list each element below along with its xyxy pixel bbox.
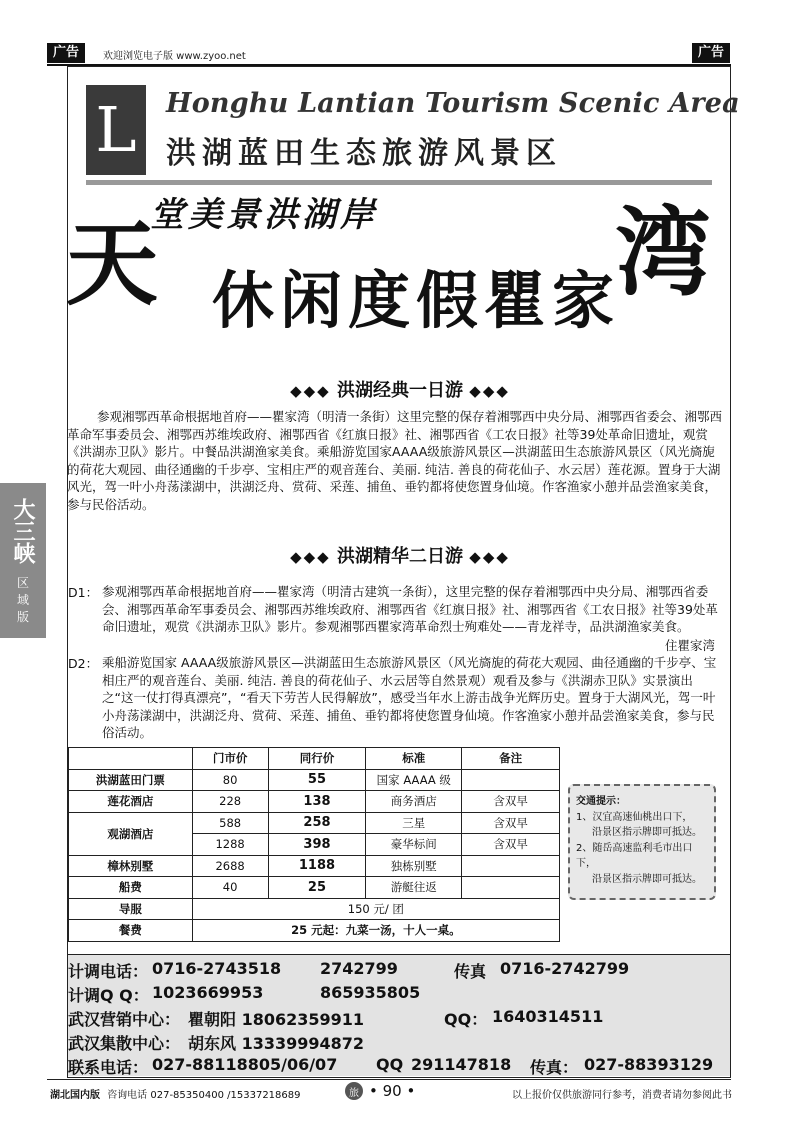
qq-label: 计调Q Q： xyxy=(68,986,149,1005)
phone-number[interactable]: 027-88118805/06/07 xyxy=(152,1055,338,1074)
retail-price: 80 xyxy=(192,769,268,791)
diamonds-left: ◆◆◆ xyxy=(290,548,331,566)
standard: 国家 AAAA 级 xyxy=(366,769,462,791)
title-divider xyxy=(86,180,712,185)
fax-number[interactable]: 0716-2742799 xyxy=(500,959,630,978)
tel-1[interactable]: 0716-2743518 xyxy=(152,959,282,978)
day1-label: D1： xyxy=(68,585,99,600)
slogan-line-2: 休闲度假瞿家 xyxy=(212,264,621,337)
sales-label: 武汉营销中心： xyxy=(68,1010,181,1029)
trade-price: 55 xyxy=(268,769,366,791)
table-row xyxy=(69,812,560,834)
day2-label: D2： xyxy=(68,656,99,671)
logo xyxy=(86,85,146,175)
sales-qq-label: QQ： xyxy=(444,1010,488,1029)
trade-price: 258 xyxy=(268,812,366,834)
transport-line: 1、汉宜高速仙桃出口下， xyxy=(576,811,693,823)
day2-body: 乘船游览国家 AAAA级旅游风景区—洪湖蓝田生态旅游风景区（风光旖旎的荷花大观园、曲径通幽的千步亭、宝相庄严的观音莲台、美丽. 纯洁. 善良的荷花仙子、水云居等自然景观）观看及参与《洪湖赤卫队》实景演出之“这一仗打得真漂亮”，“看天下劳苦人民得解放”，感受当年水上游击战争光辉历史。置身于大湖风光，驾一叶小舟荡漾湖中，洪湖泛舟、赏荷、采莲、捕鱼、垂钓都将使您置身仙境。作客渔家小憩并品尝渔家美食，参与民俗活动。 xyxy=(102,655,717,740)
retail-price: 228 xyxy=(192,791,268,813)
retail-price: 588 xyxy=(192,812,268,834)
phone-fax-label: 传真： xyxy=(530,1058,579,1077)
note: 含双早 xyxy=(462,834,560,856)
table-row xyxy=(69,877,560,899)
standard: 三星 xyxy=(366,812,462,834)
title-chinese: 洪湖蓝田生态旅游风景区 xyxy=(166,136,562,171)
standard: 独栋别墅 xyxy=(366,855,462,877)
sales-qq[interactable]: 1640314511 xyxy=(492,1007,604,1026)
row-name: 莲花酒店 xyxy=(69,791,193,813)
side-tab-sub-3: 版 xyxy=(16,610,29,624)
tour1-heading xyxy=(0,376,800,402)
diamonds-left: ◆◆◆ xyxy=(290,382,331,400)
table-header-row xyxy=(69,748,560,770)
day1-body: 参观湘鄂西革命根据地首府——瞿家湾（明清古建筑一条街），这里完整的保存着湘鄂西中央分局、湘鄂西省委会、湘鄂西革命军事委员会、湘鄂西苏维埃政府、湘鄂西省《红旗日报》社、湘鄂西省《工农日报》社等39处革命旧遗址，观赏《洪湖赤卫队》影片。参观湘鄂西瞿家湾革命烈士殉难处——青龙祥寺，品洪湖渔家美食。 xyxy=(102,584,718,634)
table-row xyxy=(69,769,560,791)
note xyxy=(462,855,560,877)
tel-label: 计调电话： xyxy=(68,962,149,981)
transport-line: 2、随岳高速监利毛市出口下， xyxy=(576,842,693,869)
transport-title: 交通提示： xyxy=(576,796,626,807)
row-name: 观湖酒店 xyxy=(69,812,193,855)
row-name: 导服 xyxy=(69,898,193,920)
slogan-tian: 天 xyxy=(66,210,159,318)
header-cell: 门市价 xyxy=(192,748,268,770)
trade-price: 398 xyxy=(268,834,366,856)
trade-price: 1188 xyxy=(268,855,366,877)
table-row xyxy=(69,791,560,813)
phone-qq[interactable]: 291147818 xyxy=(411,1055,512,1074)
ad-label-left: 广告 xyxy=(47,43,85,63)
page-number-text: • 90 • xyxy=(369,1082,416,1100)
footer-left xyxy=(50,1086,301,1101)
price-table xyxy=(68,747,560,942)
diamonds-right: ◆◆◆ xyxy=(469,382,510,400)
table-row xyxy=(69,898,560,920)
row-name: 樟林别墅 xyxy=(69,855,193,877)
transport-tips xyxy=(568,784,716,900)
note: 含双早 xyxy=(462,791,560,813)
header-cell: 备注 xyxy=(462,748,560,770)
meal-fee: 25 元起：九菜一汤，十人一桌。 xyxy=(192,920,559,942)
contact-block xyxy=(68,954,730,1076)
phone-label: 联系电话： xyxy=(68,1058,149,1077)
side-tab-sub-2: 域 xyxy=(16,593,29,607)
row-name: 船费 xyxy=(69,877,193,899)
note xyxy=(462,877,560,899)
table-row xyxy=(69,920,560,942)
header-cell xyxy=(69,748,193,770)
trade-price: 25 xyxy=(268,877,366,899)
retail-price: 40 xyxy=(192,877,268,899)
header-cell: 同行价 xyxy=(268,748,366,770)
note xyxy=(462,769,560,791)
slogan-line-1: 堂美景洪湖岸 xyxy=(150,195,378,235)
tel-2[interactable]: 2742799 xyxy=(320,959,398,978)
footer-divider xyxy=(47,1079,731,1080)
edition-label: 湖北国内版 xyxy=(50,1090,100,1101)
tour1-title: 洪湖经典一日游 xyxy=(337,380,463,401)
table-row xyxy=(69,855,560,877)
travel-icon: 旅 xyxy=(345,1082,363,1100)
qq-2[interactable]: 865935805 xyxy=(320,983,421,1002)
side-tab-sub-1: 区 xyxy=(16,576,29,590)
qq-1[interactable]: 1023669953 xyxy=(152,983,264,1002)
standard: 商务酒店 xyxy=(366,791,462,813)
day1-stay: 住瞿家湾 xyxy=(664,638,715,653)
tour2-heading xyxy=(0,542,800,568)
site-note[interactable]: 欢迎浏览电子版 www.zyoo.net xyxy=(103,51,246,62)
retail-price: 2688 xyxy=(192,855,268,877)
hotline: 咨询电话 027-85350400 /15337218689 xyxy=(107,1090,301,1101)
fax-label: 传真 xyxy=(454,962,487,981)
row-name: 餐费 xyxy=(69,920,193,942)
transport-line: 沿景区指示牌即可抵达。 xyxy=(592,827,702,838)
retail-price: 1288 xyxy=(192,834,268,856)
tour1-body: 参观湘鄂西革命根据地首府——瞿家湾（明清一条街）这里完整的保存着湘鄂西中央分局、湘鄂西省委会、湘鄂西革命军事委员会、湘鄂西苏维埃政府、湘鄂西省《红旗日报》社、湘鄂西省《工农日报》社等39处革命旧遗址，观赏《洪湖赤卫队》影片。中餐品洪湖渔家美食。乘船游览国家AAAA级旅游风景区—洪湖蓝田生态旅游风景区（风光旖旎的荷花大观园、曲径通幽的千步亭、宝相庄严的观音莲台、美丽. 纯洁. 善良的荷花仙子、水云居）莲花源。置身于大湖风光，驾一叶小舟荡漾湖中，洪湖泛舟、赏荷、采莲、捕鱼、垂钓都将使您置身仙境。作客渔家小憩并品尝渔家美食，参与民俗活动。 xyxy=(67,409,723,512)
tour2-title: 洪湖精华二日游 xyxy=(337,546,463,567)
standard: 豪华标间 xyxy=(366,834,462,856)
page-number xyxy=(345,1082,415,1100)
logo-letter: L xyxy=(95,93,137,166)
title-english: Honghu Lantian Tourism Scenic Area xyxy=(166,88,740,119)
side-tab-title: 大三峡 xyxy=(10,498,36,564)
header-cell: 标准 xyxy=(366,748,462,770)
standard: 游艇往返 xyxy=(366,877,462,899)
row-name: 洪湖蓝田门票 xyxy=(69,769,193,791)
trade-price: 138 xyxy=(268,791,366,813)
note: 含双早 xyxy=(462,812,560,834)
dist-contact[interactable]: 胡东风 13339994872 xyxy=(188,1034,365,1053)
dist-label: 武汉集散中心： xyxy=(68,1034,181,1053)
phone-qq-label: QQ xyxy=(376,1055,404,1074)
ad-label-right: 广告 xyxy=(692,43,730,63)
slogan-wan: 湾 xyxy=(615,196,711,309)
footer-disclaimer: 以上报价仅供旅游同行参考，消费者请勿参阅此书 xyxy=(512,1090,732,1101)
sales-contact[interactable]: 瞿朝阳 18062359911 xyxy=(188,1010,365,1029)
transport-line: 沿景区指示牌即可抵达。 xyxy=(592,873,702,885)
phone-fax[interactable]: 027-88393129 xyxy=(584,1055,714,1074)
diamonds-right: ◆◆◆ xyxy=(469,548,510,566)
guide-fee: 150 元/ 团 xyxy=(192,898,559,920)
